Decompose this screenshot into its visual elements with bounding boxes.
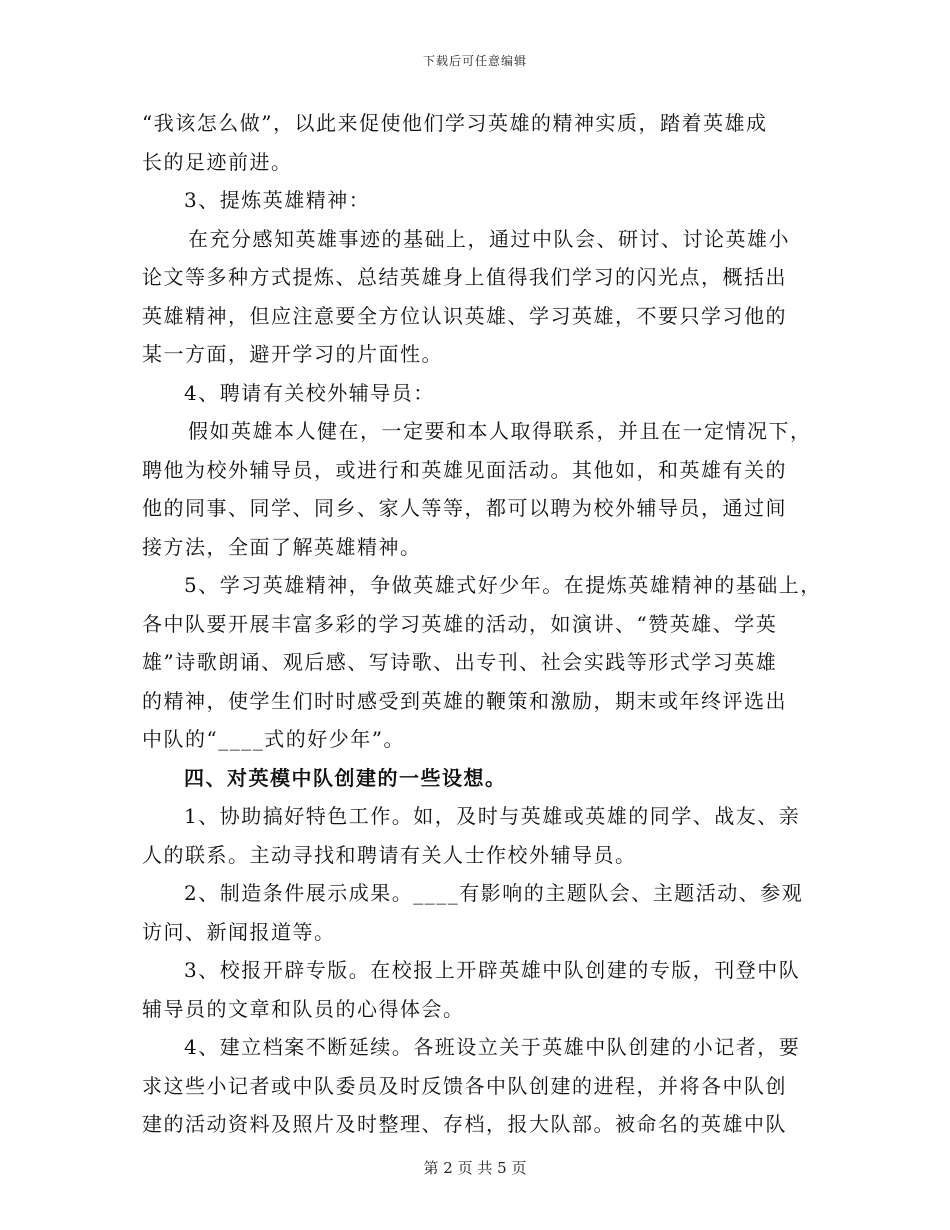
paragraph-line: 论文等多种方式提炼、总结英雄身上值得我们学习的闪光点，概括出 [142,265,787,289]
paragraph-line: 5、学习英雄精神，争做英雄式好少年。在提炼英雄精神的基础上， [184,573,822,597]
paragraph-line: 人的联系。主动寻找和聘请有关人士作校外辅导员。 [142,842,637,867]
paragraph-line: 某一方面，避开学习的片面性。 [142,342,443,366]
paragraph-line: 1、协助搞好特色工作。如，及时与英雄或英雄的同学、战友、亲 [184,804,801,828]
paragraph-line: 他的同事、同学、同乡、家人等等，都可以聘为校外辅导员，通过间 [142,496,787,520]
paragraph-line: 的精神，使学生们时时感受到英雄的鞭策和激励，期末或年终评选出 [142,688,787,713]
paragraph-line: 访问、新闻报道等。 [142,919,336,944]
chapter-heading: 四、对英模中队创建的一些设想。 [184,765,507,790]
paragraph-line: 接方法，全面了解英雄精神。 [142,534,422,559]
paragraph-line: 4、建立档案不断延续。各班设立关于英雄中队创建的小记者，要 [184,1035,801,1059]
paragraph-line: 建的活动资料及照片及时整理、存档，报大队部。被命名的英雄中队 [142,1112,787,1136]
paragraph-line: 2、制造条件展示成果。____有影响的主题队会、主题活动、参观 [184,881,804,905]
section-heading: 4、聘请有关校外辅导员： [184,380,435,405]
document-body [142,104,822,1144]
page-footer: 第 2 页 共 5 页 [423,1159,527,1177]
paragraph-line: 中队的“____式的好少年”。 [142,727,405,751]
paragraph-line: 聘他为校外辅导员，或进行和英雄见面活动。其他如，和英雄有关的 [142,457,787,482]
paragraph-line: 长的足迹前进。 [142,149,293,174]
paragraph-line: 英雄精神，但应注意要全方位认识英雄、学习英雄，不要只学习他的 [142,303,787,328]
paragraph-line: 雄”诗歌朗诵、观后感、写诗歌、出专刊、社会实践等形式学习英雄 [142,650,778,674]
paragraph-line: 求这些小记者或中队委员及时反馈各中队创建的进程，并将各中队创 [142,1073,787,1098]
page-header: 下载后可任意编辑 [422,54,527,68]
paragraph-line: 在充分感知英雄事迹的基础上，通过中队会、研讨、讨论英雄小 [188,226,790,251]
paragraph-line: 假如英雄本人健在，一定要和本人取得联系，并且在一定情况下， [188,419,812,443]
section-heading: 3、提炼英雄精神： [184,188,371,212]
paragraph-line: 辅导员的文章和队员的心得体会。 [142,996,465,1021]
paragraph-line: “我该怎么做”，以此来促使他们学习英雄的精神实质，踏着英雄成 [142,111,768,135]
paragraph-line: 各中队要开展丰富多彩的学习英雄的活动，如演讲、“赞英雄、学英 [142,611,778,636]
paragraph-line: 3、校报开辟专版。在校报上开辟英雄中队创建的专版，刊登中队 [184,958,801,982]
